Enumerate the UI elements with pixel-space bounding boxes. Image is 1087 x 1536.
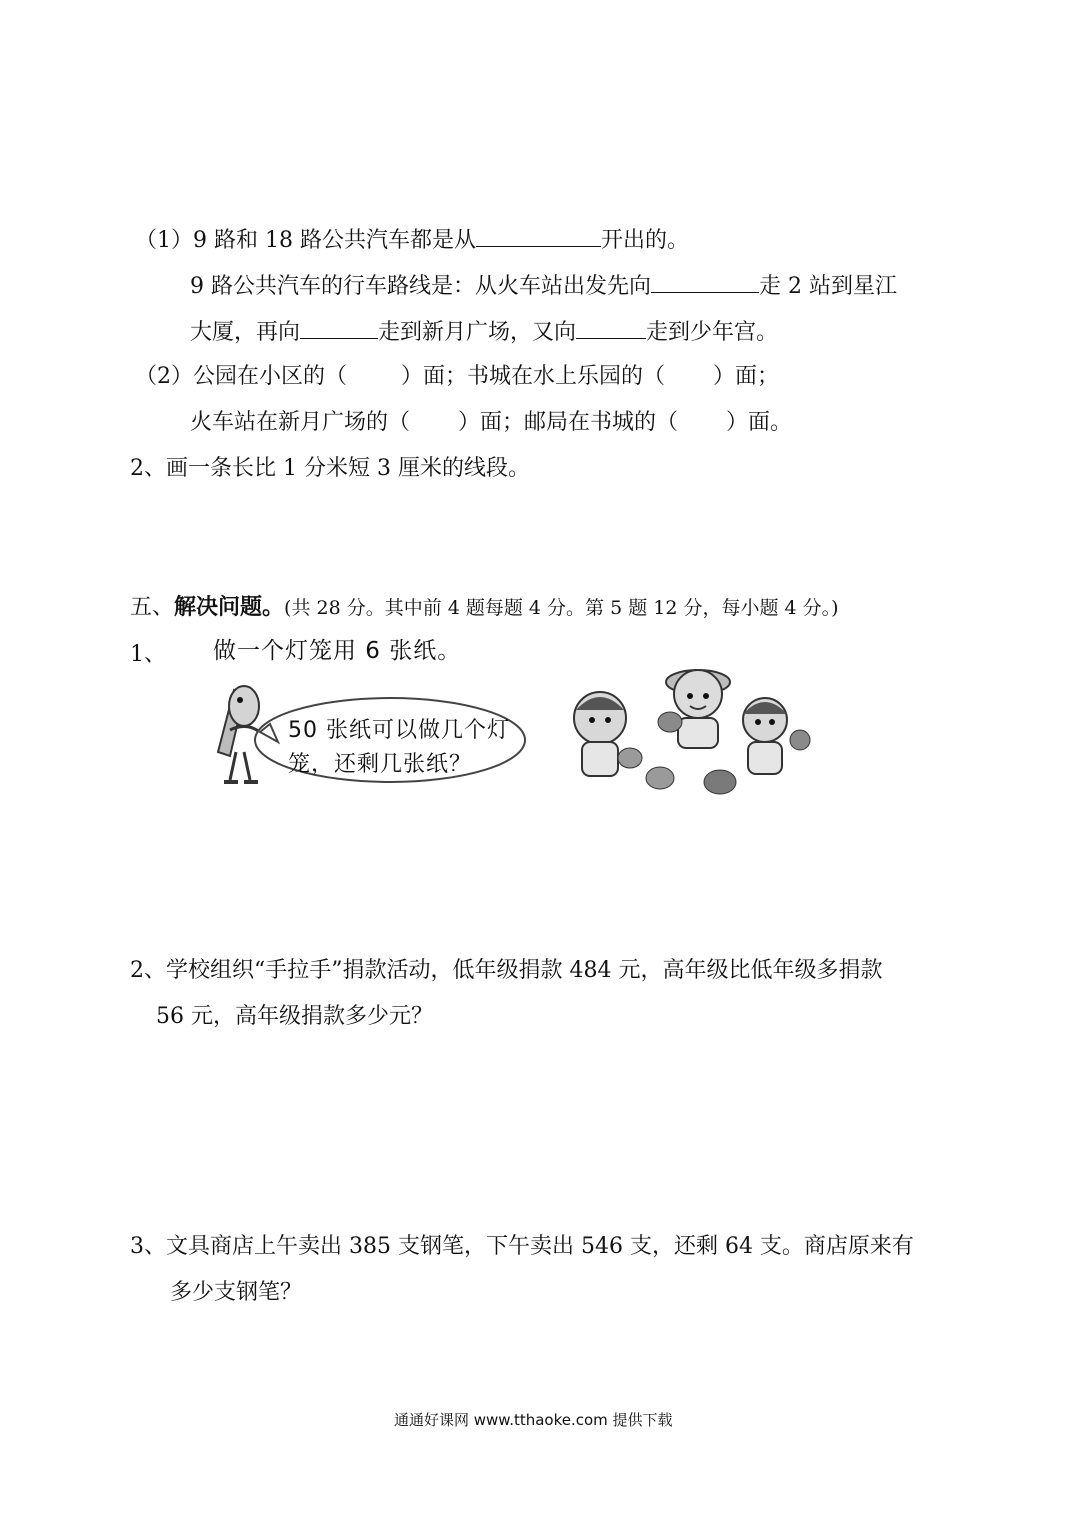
q1-1-route-text-e: 走到少年宫。 (646, 320, 779, 345)
child-boy-left-icon (574, 692, 642, 776)
page-footer: 通通好课网 www.tthaoke.com 提供下载 (394, 1411, 673, 1429)
problem-3-line2: 多少支钢笔？ (170, 1280, 303, 1305)
q1-2-text-f: ）面。 (726, 410, 793, 435)
problem-3-line1: 3、文具商店上午卖出 385 支钢笔，下午卖出 546 支，还剩 64 支。商店原来有 (130, 1234, 914, 1259)
q1-1-route-text-d: 走到新月广场，又向 (378, 320, 577, 345)
answer-blank-direction-3[interactable] (576, 316, 646, 339)
q1-1-line3 (190, 316, 778, 348)
q1-2-label: （2） (135, 364, 193, 389)
child-girl-middle-icon (658, 670, 730, 748)
q2-line: 2、画一条长比 1 分米短 3 厘米的线段。 (130, 456, 530, 481)
bubble-text-line1: 50 张纸可以做几个灯 (288, 718, 510, 743)
section-five-note: (共 28 分。其中前 4 题每题 4 分。第 5 题 12 分，每小题 4 分。) (284, 597, 839, 619)
q1-2-text-e: ）面；邮局在书城的（ (458, 410, 679, 435)
section-five-title: 解决问题。 (174, 594, 285, 620)
q1-1-label: （1） (135, 228, 193, 253)
cartoon-pencil-character-icon (218, 686, 260, 782)
section-five-heading (130, 592, 839, 623)
q1-2-text-d: 火车站在新月广场的（ (190, 410, 411, 435)
answer-blank-direction-1[interactable] (651, 270, 759, 293)
q1-2-line2 (190, 408, 792, 438)
q1-1-route-text-b: 走 2 站到星江 (759, 274, 897, 299)
q1-2-line1 (135, 362, 779, 392)
problem-2-line1: 2、学校组织“手拉手”捐款活动，低年级捐款 484 元，高年级比低年级多捐款 (130, 958, 883, 983)
answer-blank-origin[interactable] (476, 224, 601, 247)
problem-2-line2: 56 元，高年级捐款多少元？ (156, 1004, 433, 1029)
q1-2-text-b: ）面；书城在水上乐园的（ (401, 364, 666, 389)
q1-1-text-a: 9 路和 18 路公共汽车都是从 (193, 228, 476, 253)
q1-1-text-b: 开出的。 (600, 228, 689, 253)
problem-1-number: 1、 (130, 642, 166, 667)
section-five-prefix: 五、 (130, 595, 175, 620)
problem-1-caption: 做一个灯笼用 6 张纸。 (213, 638, 462, 664)
bubble-text-line2: 笼，还剩几张纸？ (288, 752, 473, 777)
q1-1-line2 (190, 270, 897, 302)
child-boy-right-icon (743, 698, 810, 774)
q1-1-route-text-c: 大厦，再向 (190, 320, 301, 345)
answer-blank-direction-2[interactable] (300, 316, 378, 339)
q1-2-text-a: 公园在小区的（ (193, 364, 348, 389)
q1-2-text-c: ）面； (713, 364, 780, 389)
q1-1-line1 (135, 224, 689, 256)
q1-1-route-text-a: 9 路公共汽车的行车路线是：从火车站出发先向 (190, 274, 651, 299)
lantern-icon (646, 767, 736, 794)
